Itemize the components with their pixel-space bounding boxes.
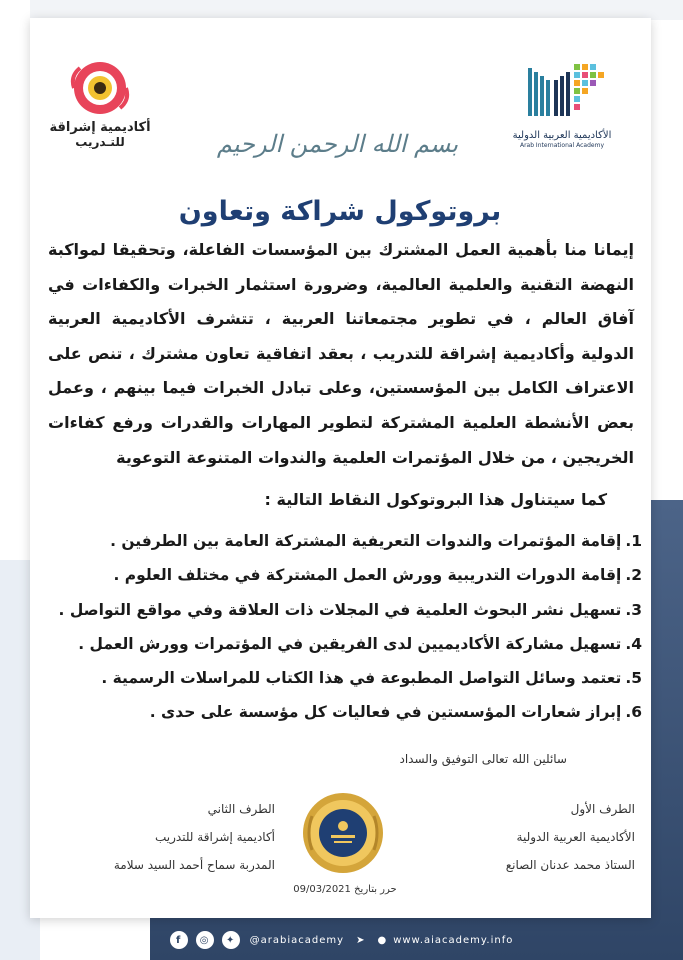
footer-bar xyxy=(0,920,683,960)
academy-right-name-en: Arab International Academy xyxy=(519,142,605,149)
list-item: 3.تسهيل نشر البحوث العلمية في المجلات ذات العلاقة وفي مواقع التواصل . xyxy=(58,600,642,619)
closing-prayer: سائلين الله تعالى التوفيق والسداد xyxy=(399,752,567,766)
list-item: 5.تعتمد وسائل التواصل المطبوعة في هذا الكتاب للمراسلات الرسمية . xyxy=(101,669,642,688)
academy-right-name-ar: الأكاديمية العربية الدولية xyxy=(512,130,612,141)
top-band xyxy=(30,0,683,20)
ishraqa-sun-icon xyxy=(68,58,132,118)
social-icons xyxy=(170,931,240,949)
first-party-person: الستاذ محمد عدنان الصانع xyxy=(505,858,635,872)
signing-date: حرر بتاريخ 09/03/2021 xyxy=(293,884,397,895)
ishraqa-academy-logo xyxy=(40,58,160,149)
points-intro: كما سيتناول هذا البروتوكول النقاط التالية : xyxy=(264,490,607,509)
facebook-icon[interactable]: f xyxy=(170,931,188,949)
arrow-icon: ➤ xyxy=(356,934,366,946)
list-item: 1.إقامة المؤتمرات والندوات التعريفية المشتركة العامة بين الطرفين . xyxy=(110,532,642,550)
instagram-icon[interactable]: ◎ xyxy=(196,931,214,949)
points-list xyxy=(60,524,642,730)
globe-icon: ● xyxy=(377,934,388,946)
gold-seal-icon xyxy=(300,790,386,876)
basmala-calligraphy: بسم الله الرحمن الرحيم xyxy=(216,130,459,158)
list-item: 2.إقامة الدورات التدريبية وورش العمل المشتركة في مختلف العلوم . xyxy=(113,566,642,585)
academy-book-icon xyxy=(514,58,610,128)
second-party-role: الطرف الثاني xyxy=(207,802,275,816)
ishraqa-name-line1: أكاديمية إشراقة xyxy=(49,120,151,135)
second-party-org: أكاديمية إشراقة للتدريب xyxy=(155,830,275,844)
page-title: بروتوكول شراكة وتعاون xyxy=(178,196,502,227)
twitter-icon[interactable]: ✦ xyxy=(222,931,240,949)
second-party-signature xyxy=(85,795,275,879)
intro-paragraph: إيمانا منا بأهمية العمل المشترك بين المؤسسات الفاعلة، وتحقيقا لمواكبة النهضة التقنية والعلمية العالمية، وضرورة استثمار الخبرات والكفاءات في آفاق العالم ، في تطوير مجتمعاتنا العربية ، تتشرف الأكاديمية العربية الدولية وأكاديمية إشراقة للتدريب ، بعقد اتفاقية تعاون مشترك ، تنص على الاعتراف الكامل بين المؤسستين، وعلى تبادل الخبرات فيما بينهم ، وعمل بعض الأنشطة العلمية المشتركة لتطوير المهارات والقدرات ورفع كفاءات الخريجين ، من خلال المؤتمرات العلمية والندوات المتنوعة التوعوية xyxy=(48,240,634,467)
list-item: 6.إبراز شعارات المؤسستين في فعاليات كل مؤسسة على حدى . xyxy=(149,703,642,722)
ishraqa-name-line2: للتـدريب xyxy=(75,135,125,149)
website-link[interactable]: www.aiacademy.info xyxy=(393,934,514,946)
social-handle[interactable]: @arabiacademy xyxy=(249,934,345,946)
first-party-role: الطرف الأول xyxy=(570,802,635,816)
first-party-signature xyxy=(445,795,635,879)
first-party-org: الأكاديمية العربية الدولية xyxy=(516,830,635,844)
arab-international-academy-logo xyxy=(507,58,617,149)
list-item: 4.تسهيل مشاركة الأكاديميين لدى الفريقين في المؤتمرات وورش العمل . xyxy=(78,634,642,653)
second-party-person: المدربة سماح أحمد السيد سلامة xyxy=(113,858,275,872)
